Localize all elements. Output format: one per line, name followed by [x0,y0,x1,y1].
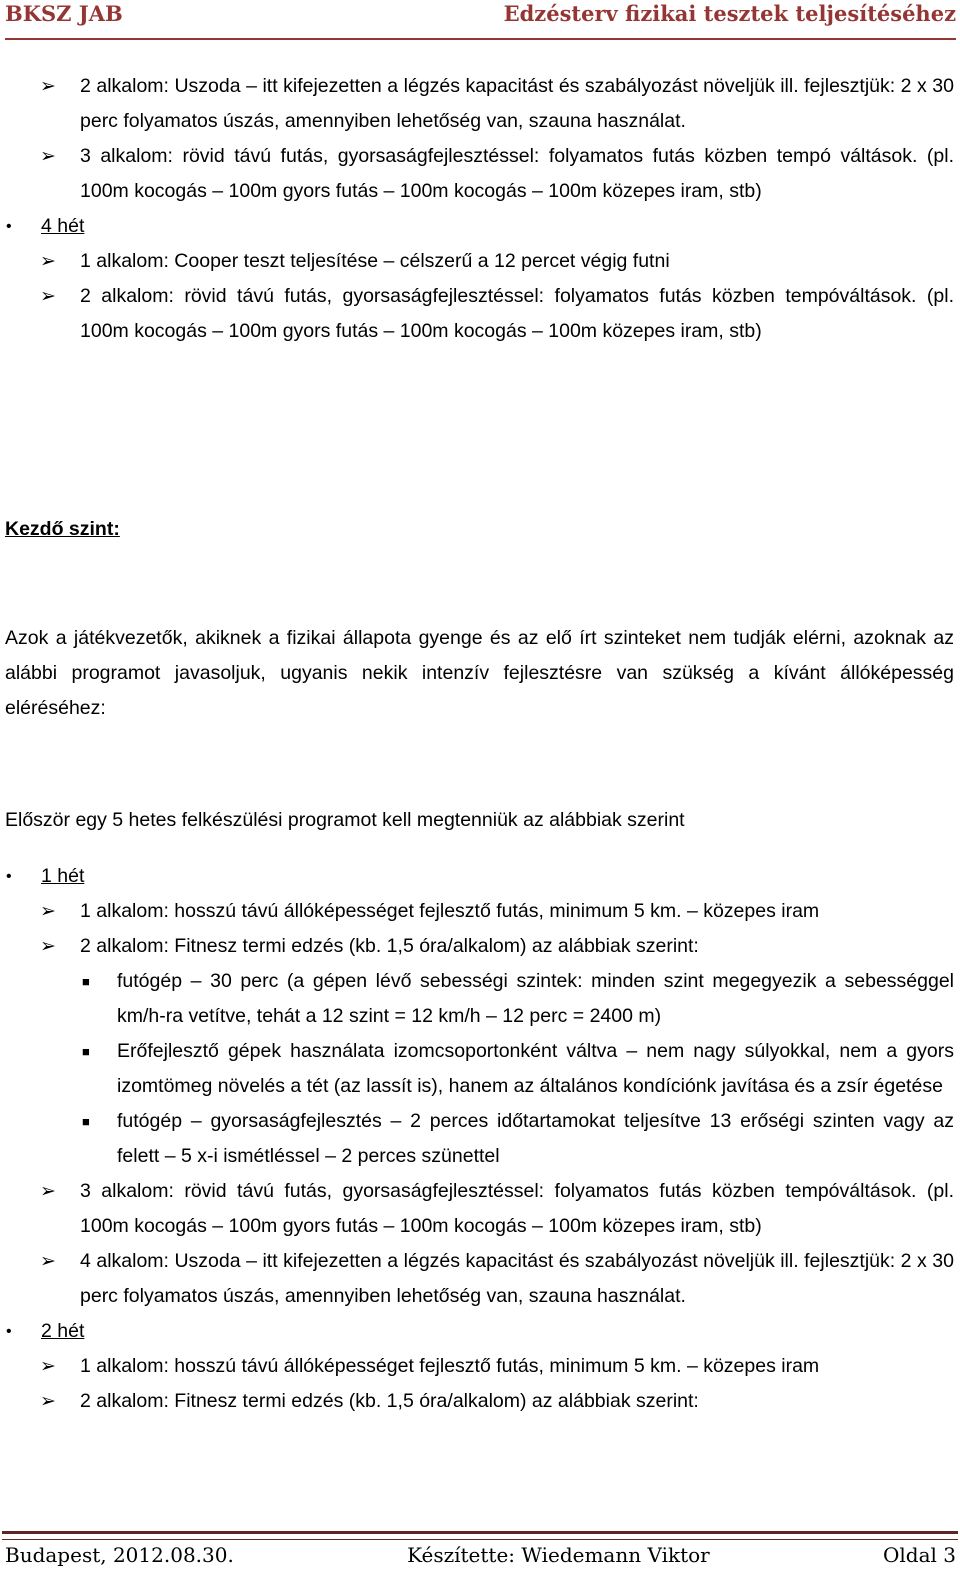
week-heading: • 1 hét [0,859,960,894]
bullet-icon: • [6,868,12,885]
list-item: ➢ 4 alkalom: Uszoda – itt kifejezetten a légzés kapacitást és szabályozást növeljük ill. fejlesztjük: 2 x 30 perc folyamatos úszás, amennyiben lehetőség van, szauna használat. [0,1244,960,1314]
arrow-bullet-icon: ➢ [40,1181,56,1202]
arrow-bullet-icon: ➢ [40,286,56,307]
sub-list-item: ■ futógép – 30 perc (a gépen lévő sebességi szintek: minden szint megegyezik a sebességgel km/h-ra vetítve, tehát a 12 szint = 12 km/h – 12 perc = 2400 m) [0,964,960,1034]
week-1-section [0,859,960,1419]
sub-list-item: ■ Erőfejlesztő gépek használata izomcsoportonként váltva – nem nagy súlyokkal, nem a gyors izomtömeg növelés a tét (az lassít is), hanem az általános kondíciónk javítása és a zsír égetése [0,1034,960,1104]
header-org: BKSZ JAB [5,1,123,26]
square-bullet-icon: ■ [82,974,90,989]
footer-page-number: Oldal 3 [882,1543,956,1567]
arrow-bullet-icon: ➢ [40,251,56,272]
section-heading: Kezdő szint: [5,518,120,540]
arrow-bullet-icon: ➢ [40,76,56,97]
footer-divider [2,1531,958,1540]
arrow-bullet-icon: ➢ [40,146,56,167]
header-title: Edzésterv fizikai tesztek teljesítéséhez [503,1,956,26]
arrow-bullet-icon: ➢ [40,1356,56,1377]
week-heading: • 4 hét [0,209,960,244]
page-footer [5,1540,956,1570]
arrow-bullet-icon: ➢ [40,936,56,957]
bullet-icon: • [6,1323,12,1340]
week-heading: • 2 hét [0,1314,960,1349]
footer-author: Készítette: Wiedemann Viktor [407,1543,710,1567]
footer-date: Budapest, 2012.08.30. [5,1543,234,1567]
section-previous-weeks [0,69,960,349]
page-header [5,0,956,40]
arrow-bullet-icon: ➢ [40,901,56,922]
list-item: ➢ 2 alkalom: rövid távú futás, gyorsaságfejlesztéssel: folyamatos futás közben tempóváltások. (pl. 100m kocogás – 100m gyors futás – 100m kocogás – 100m közepes iram, stb) [0,279,960,349]
list-item: ➢ 2 alkalom: Fitnesz termi edzés (kb. 1,5 óra/alkalom) az alábbiak szerint: [0,1384,960,1419]
list-item: ➢ 3 alkalom: rövid távú futás, gyorsaságfejlesztéssel: folyamatos futás közben tempó váltások. (pl. 100m kocogás – 100m gyors futás – 100m kocogás – 100m közepes iram, stb) [0,139,960,209]
square-bullet-icon: ■ [82,1044,90,1059]
list-item: ➢ 1 alkalom: hosszú távú állóképességet fejlesztő futás, minimum 5 km. – közepes iram [0,894,960,929]
sub-list-item: ■ futógép – gyorsaságfejlesztés – 2 perces időtartamokat teljesítve 13 erőségi szinten vagy az felett – 5 x-i ismétléssel – 2 perces szünettel [0,1104,960,1174]
list-item: ➢ 2 alkalom: Fitnesz termi edzés (kb. 1,5 óra/alkalom) az alábbiak szerint: [0,929,960,964]
list-item: ➢ 1 alkalom: Cooper teszt teljesítése – célszerű a 12 percet végig futni [0,244,960,279]
intro-paragraph: Azok a játékvezetők, akiknek a fizikai állapota gyenge és az elő írt szinteket nem tudják elérni, azoknak az alábbi programot javasoljuk, ugyanis nekik intenzív fejlesztésre van szükség a kívánt állóképesség eléréséhez: [5,627,954,719]
square-bullet-icon: ■ [82,1114,90,1129]
arrow-bullet-icon: ➢ [40,1251,56,1272]
arrow-bullet-icon: ➢ [40,1391,56,1412]
list-item: ➢ 1 alkalom: hosszú távú állóképességet fejlesztő futás, minimum 5 km. – közepes iram [0,1349,960,1384]
prep-paragraph: Először egy 5 hetes felkészülési programot kell megtenniük az alábbiak szerint [5,809,685,831]
list-item: ➢ 2 alkalom: Uszoda – itt kifejezetten a légzés kapacitást és szabályozást növeljük ill. fejlesztjük: 2 x 30 perc folyamatos úszás, amennyiben lehetőség van, szauna használat. [0,69,960,139]
list-item: ➢ 3 alkalom: rövid távú futás, gyorsaságfejlesztéssel: folyamatos futás közben tempóváltások. (pl. 100m kocogás – 100m gyors futás – 100m kocogás – 100m közepes iram, stb) [0,1174,960,1244]
bullet-icon: • [6,218,12,235]
